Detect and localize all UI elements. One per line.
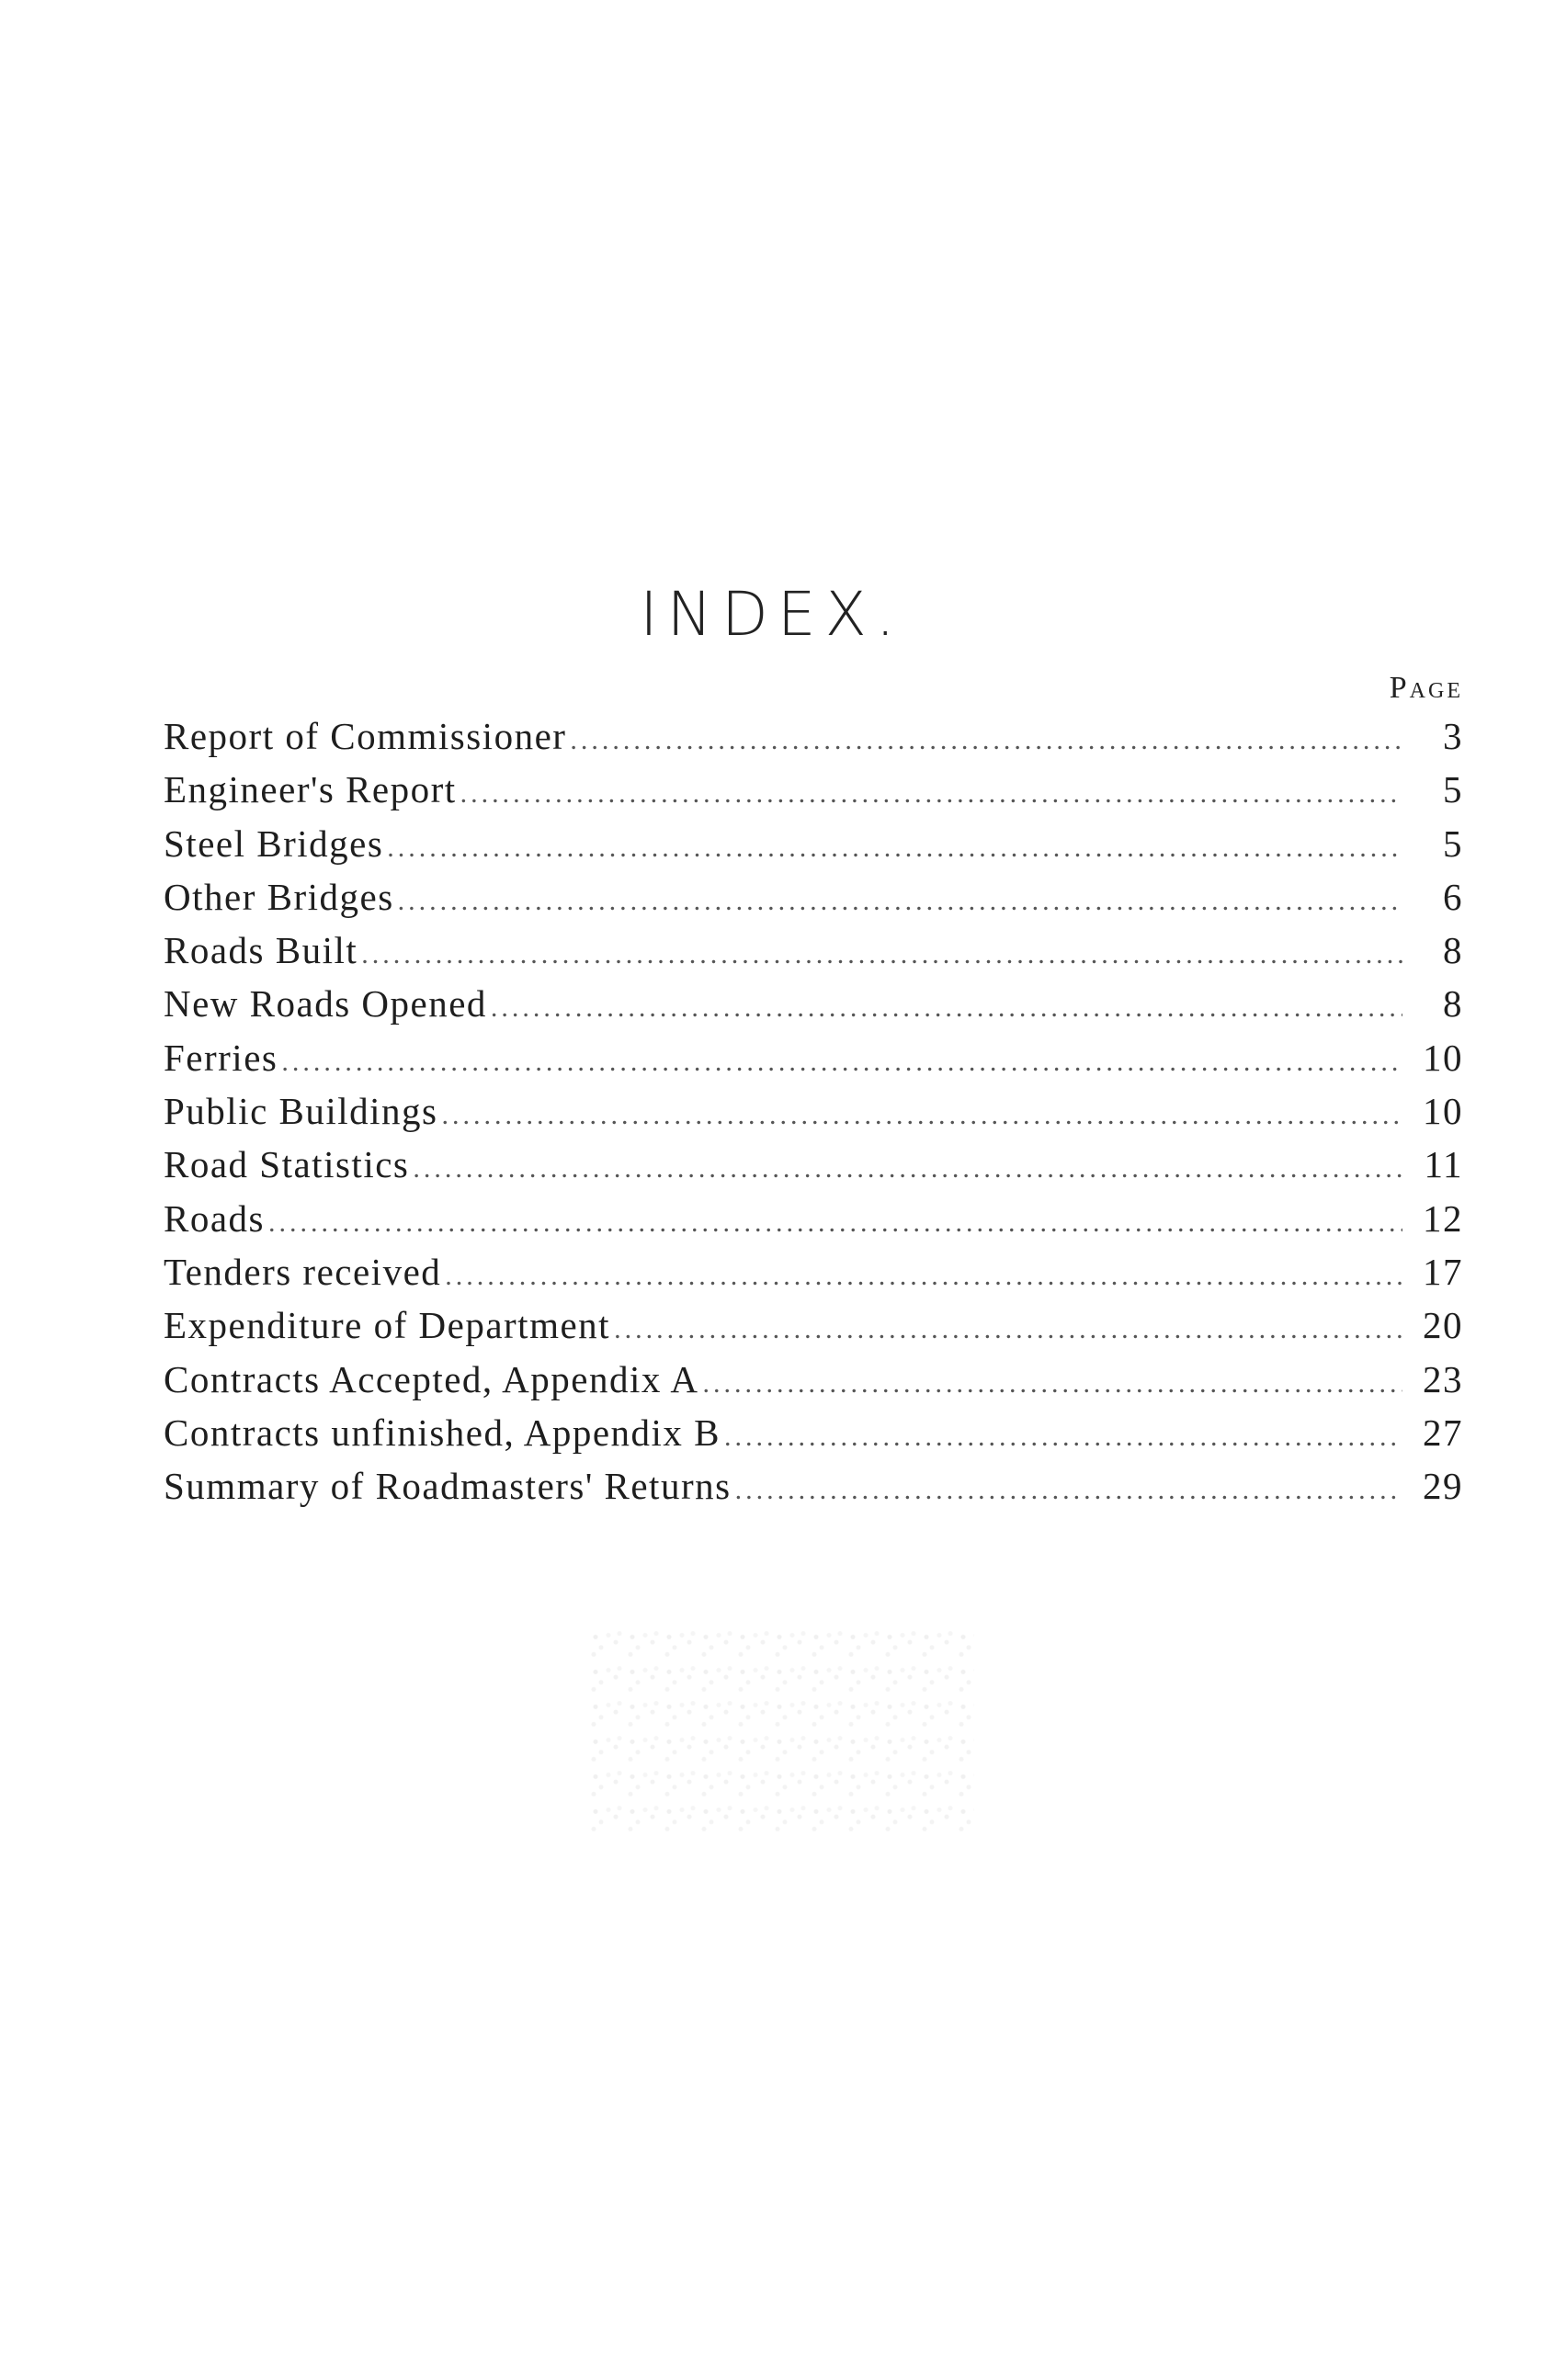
toc-entry: [164, 714, 1463, 767]
toc-entry-label: Report of Commissioner: [164, 715, 567, 757]
toc-entry-page: 20: [1423, 1304, 1463, 1347]
toc-entry-page: 12: [1423, 1196, 1463, 1240]
toc-entry-page: 27: [1423, 1411, 1463, 1454]
toc-entry-label: Engineer's Report: [164, 768, 457, 811]
toc-entry-page: 3: [1443, 715, 1463, 757]
toc-entry-page: 29: [1423, 1465, 1463, 1508]
toc-entry-label: Contracts Accepted, Appendix A: [164, 1357, 699, 1400]
toc-entry-page: 5: [1443, 822, 1463, 865]
toc-entry: [164, 767, 1463, 821]
toc-entry-page: 5: [1443, 768, 1463, 811]
toc-entry-page: 6: [1443, 875, 1463, 918]
toc-entry: [164, 1464, 1463, 1517]
paper-smudge: [588, 1626, 974, 1838]
toc-entry-label: New Roads Opened: [164, 982, 487, 1026]
toc-entry: [164, 928, 1463, 981]
dot-leader: [702, 1368, 1402, 1400]
toc-entry: [164, 1036, 1463, 1089]
toc-entry: [164, 1196, 1463, 1250]
dot-leader: [281, 1047, 1402, 1078]
toc-entry-page: 11: [1424, 1143, 1463, 1186]
dot-leader: [491, 992, 1402, 1024]
toc-entry-label: Public Buildings: [164, 1090, 438, 1133]
dot-leader: [735, 1475, 1402, 1506]
toc-entry: [164, 1303, 1463, 1356]
toc-entry-page: 10: [1423, 1036, 1463, 1079]
dot-leader: [445, 1261, 1402, 1292]
toc-entry: [164, 875, 1463, 928]
table-of-contents: [164, 714, 1463, 1517]
toc-entry-label: Roads Built: [164, 929, 358, 972]
page-title: INDEX.: [640, 579, 904, 650]
toc-entry-label: Roads: [164, 1196, 265, 1240]
toc-entry-page: 8: [1443, 982, 1463, 1026]
dot-leader: [570, 725, 1402, 756]
toc-entry-page: 23: [1423, 1357, 1463, 1400]
toc-entry-label: Other Bridges: [164, 875, 394, 918]
toc-entry-label: Steel Bridges: [164, 822, 384, 865]
toc-entry-label: Road Statistics: [164, 1143, 410, 1186]
toc-entry-page: 8: [1443, 929, 1463, 972]
page-column-heading: Page: [1389, 671, 1463, 705]
toc-entry-label: Tenders received: [164, 1250, 442, 1293]
dot-leader: [387, 833, 1402, 864]
dot-leader: [268, 1207, 1402, 1239]
toc-entry-page: 17: [1423, 1250, 1463, 1293]
toc-entry: [164, 1357, 1463, 1411]
toc-entry: [164, 1250, 1463, 1303]
toc-entry: [164, 1089, 1463, 1142]
toc-entry-label: Ferries: [164, 1036, 278, 1079]
toc-entry: [164, 981, 1463, 1035]
toc-entry-label: Expenditure of Department: [164, 1304, 611, 1347]
dot-leader: [361, 939, 1402, 970]
dot-leader: [460, 778, 1402, 810]
dot-leader: [442, 1100, 1402, 1131]
dot-leader: [413, 1153, 1402, 1184]
toc-entry-page: 10: [1423, 1090, 1463, 1133]
toc-entry: [164, 822, 1463, 875]
toc-entry-label: Summary of Roadmasters' Returns: [164, 1465, 732, 1508]
dot-leader: [614, 1314, 1402, 1345]
toc-entry: [164, 1411, 1463, 1464]
toc-entry: [164, 1142, 1463, 1196]
dot-leader: [724, 1422, 1402, 1453]
toc-entry-label: Contracts unfinished, Appendix B: [164, 1411, 721, 1454]
dot-leader: [398, 886, 1402, 917]
